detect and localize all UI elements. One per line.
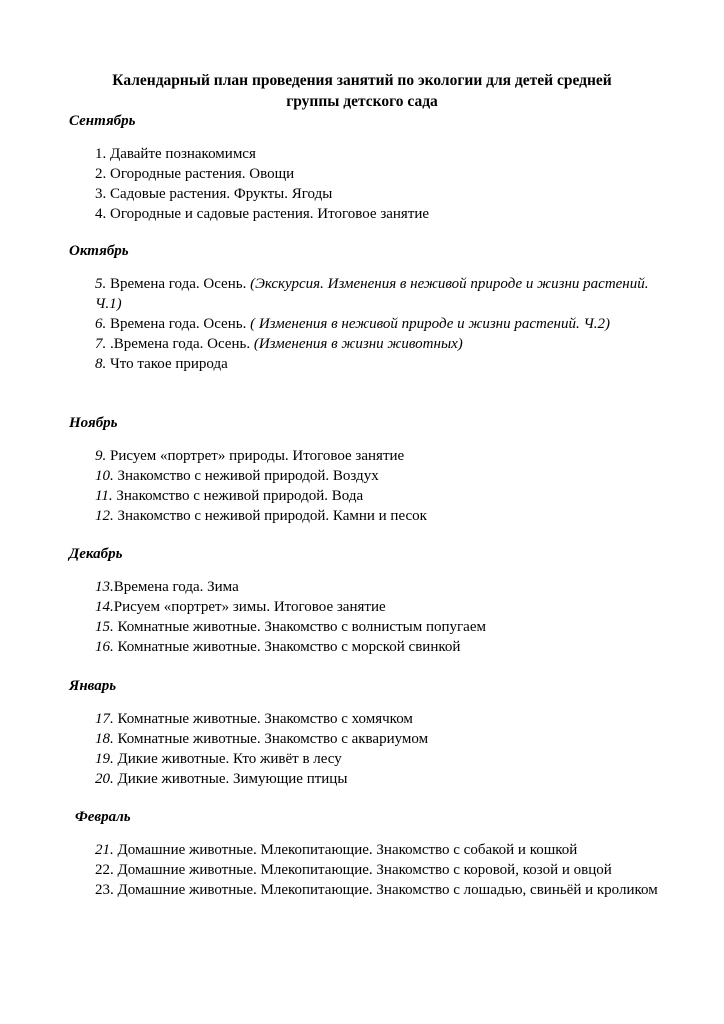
item-number: 21. [95, 842, 114, 858]
list-item [95, 597, 675, 617]
item-number: 2. [95, 166, 107, 182]
item-text: Садовые растения. Фрукты. Ягоды [106, 186, 333, 202]
item-number: 15. [95, 619, 114, 635]
item-number: 4. [95, 206, 107, 222]
item-number: 7. [95, 336, 107, 352]
item-text: Домашние животные. Млекопитающие. Знакомство с собакой и кошкой [113, 842, 578, 858]
item-number: 8. [95, 356, 107, 372]
item-text: Дикие животные. Кто живёт в лесу [113, 751, 342, 767]
item-number: 13. [95, 579, 114, 595]
month-heading-december: Декабрь [69, 546, 123, 562]
item-text: Времена года. Зима [113, 579, 239, 595]
list-item [95, 354, 675, 374]
list-item [95, 314, 675, 334]
list-item [95, 860, 675, 880]
list-item [95, 164, 675, 184]
list-item [95, 334, 675, 354]
item-text: Огородные растения. Овощи [106, 166, 295, 182]
november-list [95, 446, 675, 526]
list-item [95, 274, 675, 314]
item-text: Времена года. Осень. [106, 316, 251, 332]
item-number: 12. [95, 508, 114, 524]
item-number: 22. [95, 862, 114, 878]
item-number: 16. [95, 639, 114, 655]
item-text: Знакомство с неживой природой. Вода [112, 488, 364, 504]
list-item [95, 709, 675, 729]
september-list [95, 144, 675, 224]
item-number: 20. [95, 771, 114, 787]
item-text: Рисуем «портрет» зимы. Итоговое занятие [113, 599, 386, 615]
item-number: 9. [95, 448, 107, 464]
item-note: (Экскурсия. Изменения в неживой природе и жизни растений. Ч.1) [95, 276, 649, 312]
list-item [95, 184, 675, 204]
list-item [95, 577, 675, 597]
item-number: 6. [95, 316, 107, 332]
item-text: Домашние животные. Млекопитающие. Знакомство с коровой, козой и овцой [113, 862, 612, 878]
document-title [60, 70, 664, 112]
item-number: 14. [95, 599, 114, 615]
item-text: Давайте познакомимся [106, 146, 256, 162]
item-number: 10. [95, 468, 114, 484]
item-text: Домашние животные. Млекопитающие. Знакомство с лошадью, свиньёй и кроликом [113, 882, 658, 898]
item-text: Рисуем «портрет» природы. Итоговое занятие [106, 448, 405, 464]
item-number: 19. [95, 751, 114, 767]
list-item [95, 466, 675, 486]
item-number: 5. [95, 276, 107, 292]
february-list [95, 840, 675, 900]
month-heading-january: Январь [69, 678, 117, 694]
list-item [95, 144, 675, 164]
item-text: Огородные и садовые растения. Итоговое занятие [106, 206, 430, 222]
item-text: .Времена года. Осень. [106, 336, 254, 352]
item-text: Знакомство с неживой природой. Воздух [113, 468, 379, 484]
item-text: Дикие животные. Зимующие птицы [113, 771, 348, 787]
item-text: Что такое природа [106, 356, 228, 372]
list-item [95, 506, 675, 526]
item-number: 3. [95, 186, 107, 202]
list-item [95, 749, 675, 769]
december-list [95, 577, 675, 657]
item-number: 23. [95, 882, 114, 898]
list-item [95, 204, 675, 224]
list-item [95, 729, 675, 749]
january-list [95, 709, 675, 789]
list-item [95, 769, 675, 789]
item-number: 17. [95, 711, 114, 727]
month-heading-february: Февраль [75, 809, 131, 825]
list-item [95, 880, 675, 900]
item-text: Комнатные животные. Знакомство с волнистым попугаем [113, 619, 486, 635]
list-item [95, 637, 675, 657]
item-text: Комнатные животные. Знакомство с хомячком [113, 711, 413, 727]
month-heading-october: Октябрь [69, 243, 129, 259]
item-number: 18. [95, 731, 114, 747]
item-note: ( Изменения в неживой природе и жизни растений. Ч.2) [250, 316, 611, 332]
month-heading-september: Сентябрь [69, 113, 136, 129]
list-item [95, 617, 675, 637]
item-text: Комнатные животные. Знакомство с морской свинкой [113, 639, 461, 655]
list-item [95, 840, 675, 860]
item-number: 1. [95, 146, 107, 162]
item-note: (Изменения в жизни животных) [253, 336, 463, 352]
item-text: Комнатные животные. Знакомство с аквариумом [113, 731, 429, 747]
title-line-1: Календарный план проведения занятий по экологии для детей средней [112, 72, 612, 89]
list-item [95, 446, 675, 466]
title-line-2: группы детского сада [286, 93, 438, 110]
month-heading-november: Ноябрь [69, 415, 118, 431]
item-text: Времена года. Осень. [106, 276, 251, 292]
item-number: 11. [95, 488, 113, 504]
october-list [95, 274, 675, 374]
list-item [95, 486, 675, 506]
item-text: Знакомство с неживой природой. Камни и песок [113, 508, 427, 524]
